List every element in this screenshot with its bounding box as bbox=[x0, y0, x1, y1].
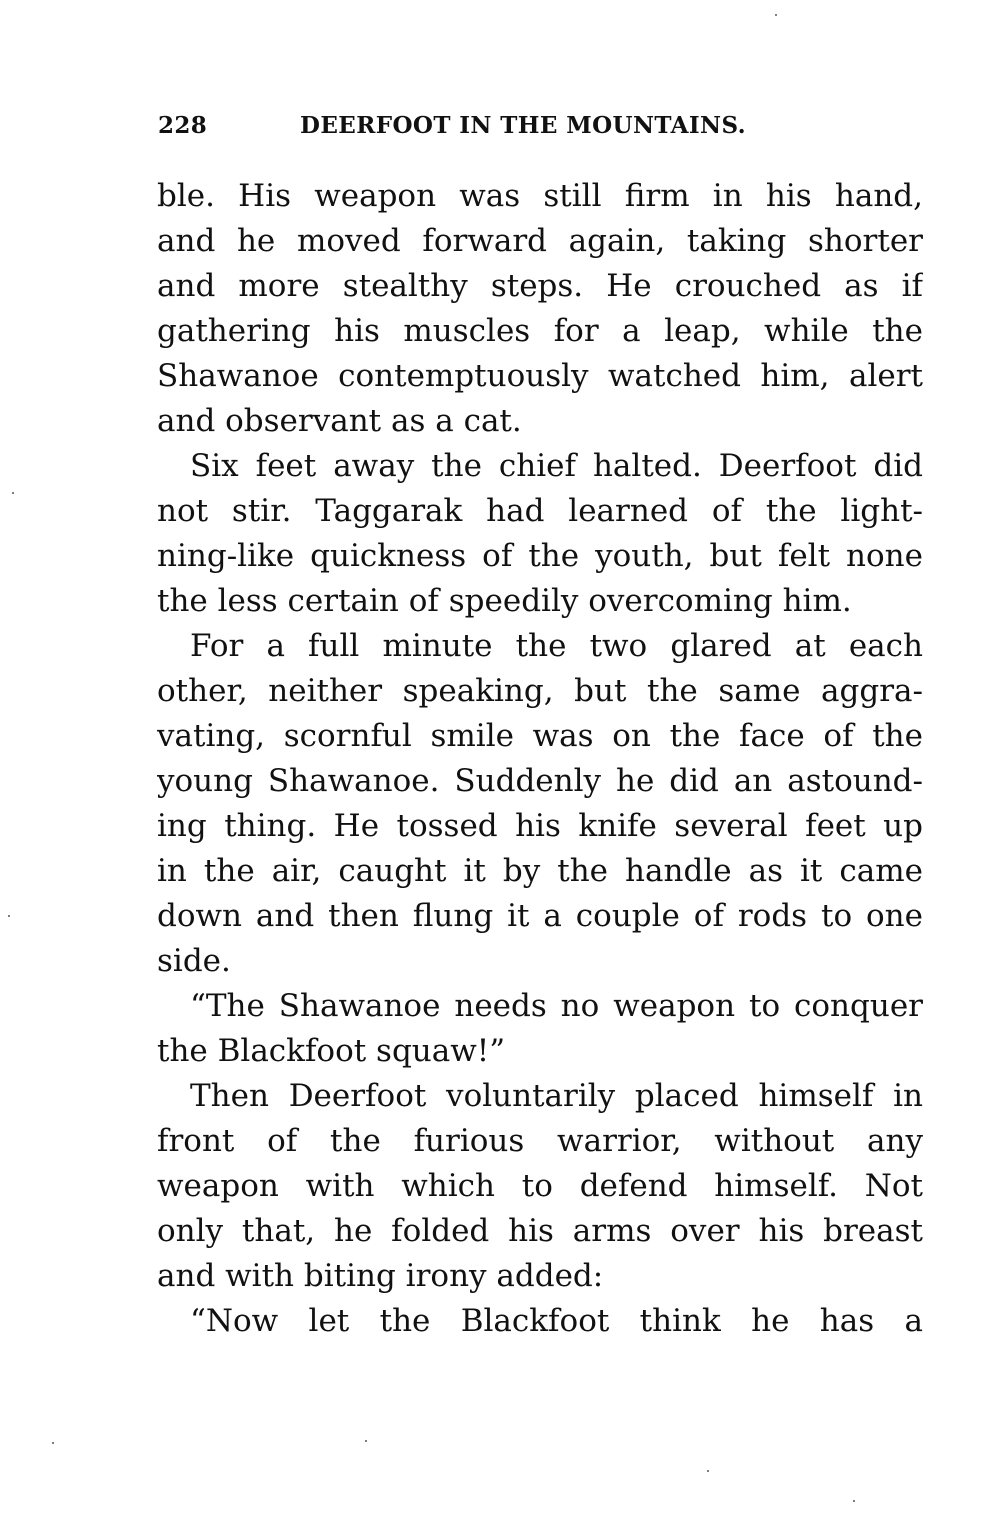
print-speck bbox=[853, 1500, 855, 1502]
text-line: the Blackfoot squaw!” bbox=[157, 1033, 506, 1069]
text-line: only that, he folded his arms over his breast bbox=[157, 1213, 923, 1249]
text-line: side. bbox=[157, 943, 231, 979]
text-line: young Shawanoe. Suddenly he did an astound- bbox=[157, 763, 923, 799]
text-line: in the air, caught it by the handle as it came bbox=[157, 853, 923, 889]
text-line: and observant as a cat. bbox=[157, 403, 522, 439]
text-line: weapon with which to defend himself. Not bbox=[157, 1168, 923, 1204]
text-line: vating, scornful smile was on the face of the bbox=[157, 718, 923, 754]
print-speck bbox=[52, 1442, 54, 1444]
print-speck bbox=[8, 915, 10, 917]
text-line: Six feet away the chief halted. Deerfoot did bbox=[190, 448, 923, 484]
print-speck bbox=[775, 14, 777, 16]
print-speck bbox=[365, 1440, 367, 1442]
text-line: Shawanoe contemptuously watched him, alert bbox=[157, 358, 923, 394]
text-line: other, neither speaking, but the same aggra- bbox=[157, 673, 923, 709]
text-line: gathering his muscles for a leap, while the bbox=[157, 313, 923, 349]
text-line: “The Shawanoe needs no weapon to conquer bbox=[190, 988, 923, 1024]
print-speck bbox=[12, 492, 14, 494]
text-line: For a full minute the two glared at each bbox=[190, 628, 923, 664]
text-line: and he moved forward again, taking shorter bbox=[157, 223, 923, 259]
page-number: 228 bbox=[158, 112, 208, 139]
running-title: DEERFOOT IN THE MOUNTAINS. bbox=[300, 112, 747, 139]
running-head bbox=[158, 112, 788, 146]
print-speck bbox=[707, 1470, 709, 1472]
text-line: Then Deerfoot voluntarily placed himself in bbox=[190, 1078, 923, 1114]
text-line: down and then flung it a couple of rods to one bbox=[157, 898, 923, 934]
text-line: not stir. Taggarak had learned of the light- bbox=[157, 493, 923, 529]
text-line: ble. His weapon was still firm in his hand, bbox=[157, 178, 923, 214]
text-line: front of the furious warrior, without any bbox=[157, 1123, 923, 1159]
text-line: ning-like quickness of the youth, but felt none bbox=[157, 538, 923, 574]
text-line: the less certain of speedily overcoming him. bbox=[157, 583, 852, 619]
body-text bbox=[157, 174, 923, 1344]
text-line: “Now let the Blackfoot think he has a bbox=[190, 1303, 923, 1339]
text-line: ing thing. He tossed his knife several feet up bbox=[157, 808, 923, 844]
text-line: and with biting irony added: bbox=[157, 1258, 604, 1294]
text-line: and more stealthy steps. He crouched as if bbox=[157, 268, 923, 304]
